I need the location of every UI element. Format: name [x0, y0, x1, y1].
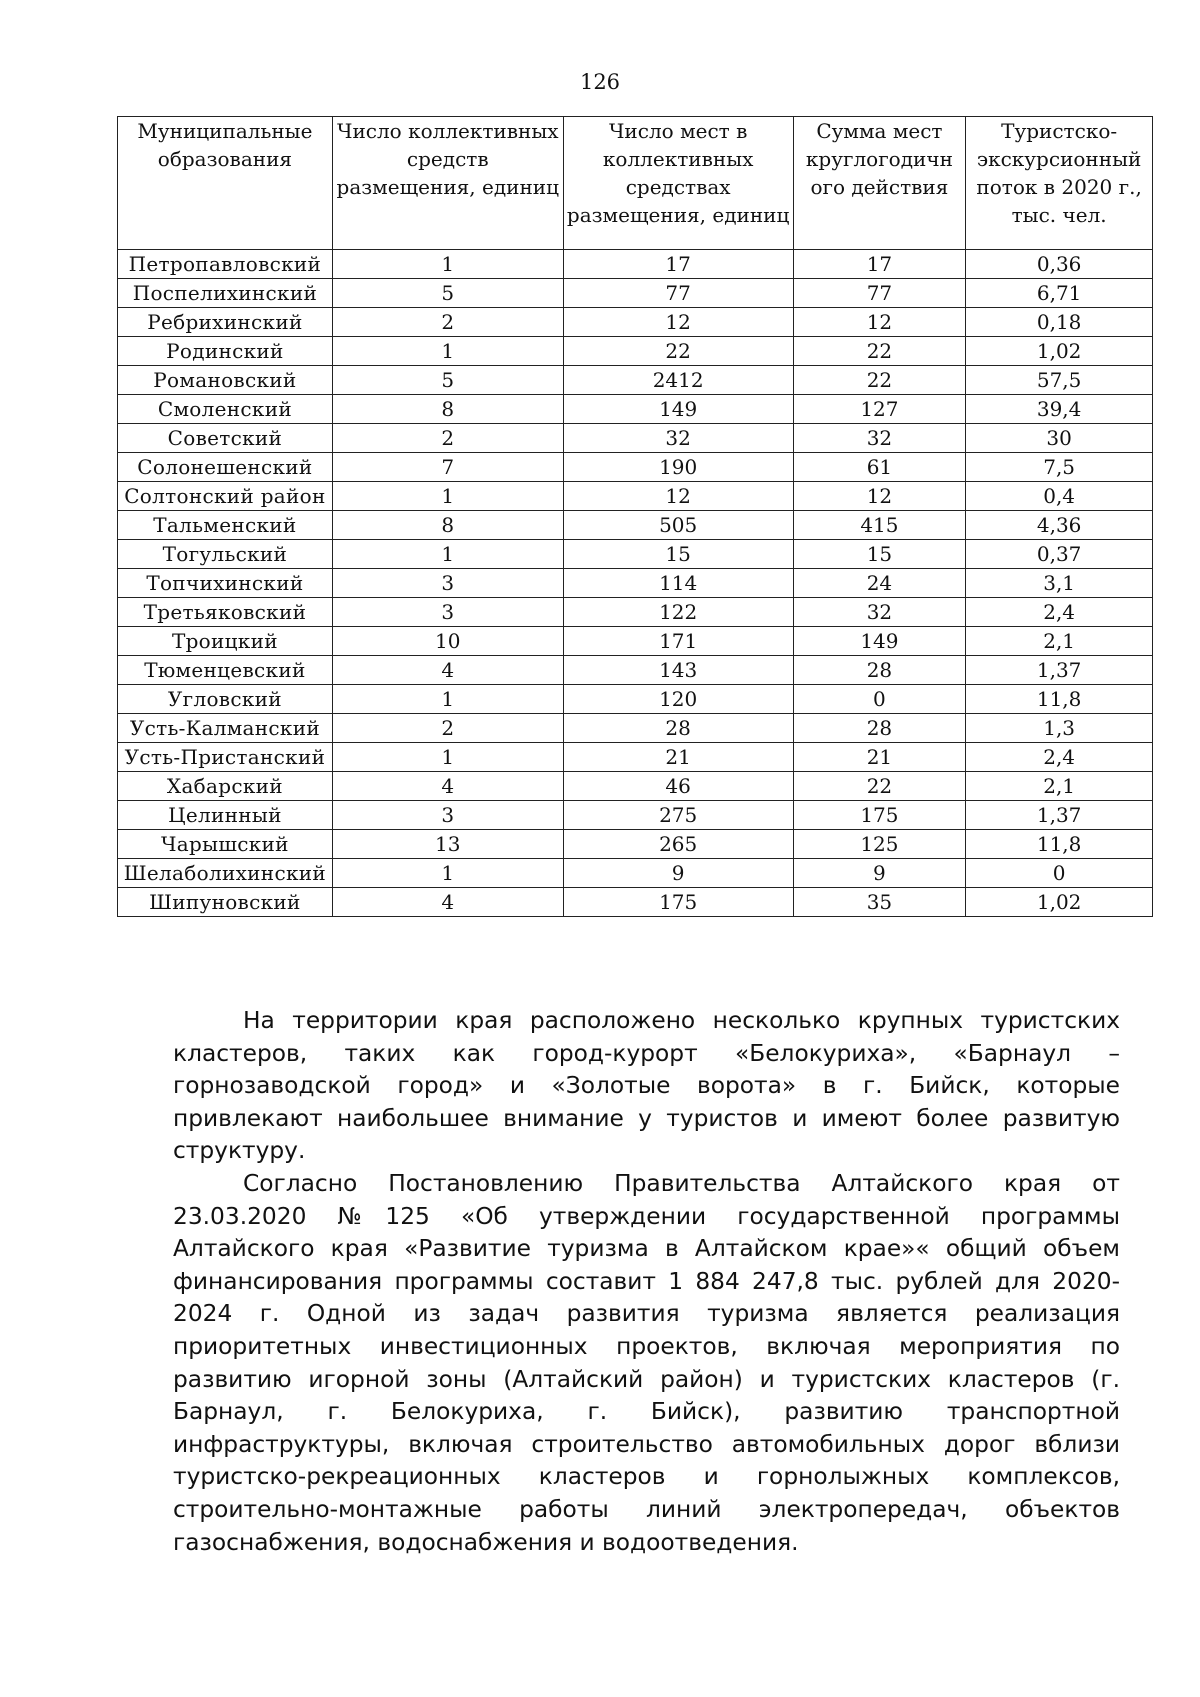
- cell-facilities: 2: [332, 424, 563, 453]
- cell-municipality: Солонешенский: [118, 453, 333, 482]
- cell-municipality: Родинский: [118, 337, 333, 366]
- header-municipality: Муниципальные образования: [118, 117, 333, 250]
- cell-facilities: 1: [332, 859, 563, 888]
- table-row: [118, 685, 1153, 714]
- cell-facilities: 1: [332, 685, 563, 714]
- cell-municipality: Солтонский район: [118, 482, 333, 511]
- table-row: [118, 598, 1153, 627]
- cell-places: 2412: [563, 366, 793, 395]
- header-year-round-places: Сумма мест круглогодичн ого действия: [793, 117, 966, 250]
- cell-year-round: 415: [793, 511, 966, 540]
- cell-year-round: 175: [793, 801, 966, 830]
- tourism-table: [117, 116, 1153, 917]
- cell-year-round: 35: [793, 888, 966, 917]
- cell-tourist-flow: 11,8: [966, 685, 1153, 714]
- body-text: [173, 1005, 1120, 1559]
- cell-municipality: Петропавловский: [118, 250, 333, 279]
- cell-places: 28: [563, 714, 793, 743]
- paragraph-program: Согласно Постановлению Правительства Алтайского края от 23.03.2020 №125 «Об утверждении государственной программы Алтайского края «Развитие туризма в Алтайском крае»« общий объем финансирования программы составит 1 884 247,8 тыс. рублей для 2020-2024 г. Одной из задач развития туризма является реализация приоритетных инвестиционных проектов, включая мероприятия по развитию игорной зоны (Алтайский район) и туристских кластеров (г. Барнаул, г. Белокуриха, г. Бийск), развитию транспортной инфраструктуры, включая строительство автомобильных дорог вблизи туристско-рекреационных кластеров и горнолыжных комплексов, строительно-монтажные работы линий электропередач, объектов газоснабжения, водоснабжения и водоотведения.: [173, 1169, 1120, 1556]
- page-number: 126: [579, 70, 621, 94]
- cell-places: 143: [563, 656, 793, 685]
- cell-facilities: 2: [332, 714, 563, 743]
- cell-tourist-flow: 0,4: [966, 482, 1153, 511]
- table-row: [118, 453, 1153, 482]
- cell-facilities: 4: [332, 888, 563, 917]
- table-row: [118, 250, 1153, 279]
- table-row: [118, 540, 1153, 569]
- cell-facilities: 1: [332, 337, 563, 366]
- cell-tourist-flow: 2,4: [966, 598, 1153, 627]
- cell-places: 122: [563, 598, 793, 627]
- cell-year-round: 21: [793, 743, 966, 772]
- cell-municipality: Третьяковский: [118, 598, 333, 627]
- table-row: [118, 569, 1153, 598]
- table-row: [118, 511, 1153, 540]
- table-row: [118, 337, 1153, 366]
- cell-places: 275: [563, 801, 793, 830]
- table-row: [118, 772, 1153, 801]
- cell-places: 15: [563, 540, 793, 569]
- cell-facilities: 4: [332, 656, 563, 685]
- cell-municipality: Хабарский: [118, 772, 333, 801]
- cell-places: 171: [563, 627, 793, 656]
- cell-tourist-flow: 1,37: [966, 801, 1153, 830]
- cell-facilities: 2: [332, 308, 563, 337]
- cell-municipality: Троицкий: [118, 627, 333, 656]
- cell-year-round: 28: [793, 656, 966, 685]
- cell-tourist-flow: 30: [966, 424, 1153, 453]
- cell-facilities: 3: [332, 801, 563, 830]
- cell-municipality: Чарышский: [118, 830, 333, 859]
- header-facilities-count: Число коллективных средств размещения, единиц: [332, 117, 563, 250]
- cell-tourist-flow: 57,5: [966, 366, 1153, 395]
- cell-places: 505: [563, 511, 793, 540]
- cell-year-round: 32: [793, 598, 966, 627]
- cell-facilities: 13: [332, 830, 563, 859]
- table-row: [118, 308, 1153, 337]
- cell-facilities: 4: [332, 772, 563, 801]
- table-row: [118, 743, 1153, 772]
- cell-year-round: 28: [793, 714, 966, 743]
- cell-tourist-flow: 0,18: [966, 308, 1153, 337]
- cell-year-round: 12: [793, 482, 966, 511]
- cell-year-round: 9: [793, 859, 966, 888]
- cell-year-round: 0: [793, 685, 966, 714]
- cell-municipality: Ребрихинский: [118, 308, 333, 337]
- cell-tourist-flow: 0,36: [966, 250, 1153, 279]
- cell-municipality: Тальменский: [118, 511, 333, 540]
- cell-year-round: 149: [793, 627, 966, 656]
- cell-places: 149: [563, 395, 793, 424]
- cell-year-round: 127: [793, 395, 966, 424]
- cell-year-round: 125: [793, 830, 966, 859]
- table-row: [118, 395, 1153, 424]
- cell-municipality: Угловский: [118, 685, 333, 714]
- cell-year-round: 61: [793, 453, 966, 482]
- cell-tourist-flow: 2,1: [966, 772, 1153, 801]
- cell-facilities: 8: [332, 511, 563, 540]
- cell-facilities: 1: [332, 482, 563, 511]
- cell-tourist-flow: 3,1: [966, 569, 1153, 598]
- cell-year-round: 17: [793, 250, 966, 279]
- cell-year-round: 15: [793, 540, 966, 569]
- cell-municipality: Смоленский: [118, 395, 333, 424]
- cell-tourist-flow: 2,4: [966, 743, 1153, 772]
- cell-year-round: 22: [793, 337, 966, 366]
- header-places-count: Число мест в коллективных средствах размещения, единиц: [563, 117, 793, 250]
- cell-year-round: 22: [793, 772, 966, 801]
- cell-places: 22: [563, 337, 793, 366]
- cell-tourist-flow: 0: [966, 859, 1153, 888]
- table-row: [118, 859, 1153, 888]
- cell-tourist-flow: 2,1: [966, 627, 1153, 656]
- cell-tourist-flow: 1,02: [966, 337, 1153, 366]
- table-row: [118, 656, 1153, 685]
- cell-places: 32: [563, 424, 793, 453]
- cell-facilities: 1: [332, 250, 563, 279]
- cell-municipality: Шелаболихинский: [118, 859, 333, 888]
- cell-facilities: 3: [332, 598, 563, 627]
- cell-tourist-flow: 4,36: [966, 511, 1153, 540]
- cell-municipality: Романовский: [118, 366, 333, 395]
- cell-municipality: Поспелихинский: [118, 279, 333, 308]
- cell-facilities: 8: [332, 395, 563, 424]
- cell-facilities: 7: [332, 453, 563, 482]
- cell-year-round: 77: [793, 279, 966, 308]
- table-header-row: [118, 117, 1153, 250]
- cell-tourist-flow: 7,5: [966, 453, 1153, 482]
- cell-facilities: 1: [332, 743, 563, 772]
- table-body: [118, 250, 1153, 917]
- cell-tourist-flow: 39,4: [966, 395, 1153, 424]
- cell-municipality: Целинный: [118, 801, 333, 830]
- table-row: [118, 830, 1153, 859]
- cell-municipality: Шипуновский: [118, 888, 333, 917]
- table-row: [118, 482, 1153, 511]
- cell-places: 120: [563, 685, 793, 714]
- cell-tourist-flow: 1,3: [966, 714, 1153, 743]
- cell-facilities: 5: [332, 366, 563, 395]
- cell-tourist-flow: 11,8: [966, 830, 1153, 859]
- cell-places: 12: [563, 482, 793, 511]
- cell-places: 265: [563, 830, 793, 859]
- cell-places: 190: [563, 453, 793, 482]
- cell-tourist-flow: 1,37: [966, 656, 1153, 685]
- cell-places: 46: [563, 772, 793, 801]
- cell-municipality: Тюменцевский: [118, 656, 333, 685]
- cell-year-round: 12: [793, 308, 966, 337]
- cell-municipality: Усть-Пристанский: [118, 743, 333, 772]
- table-row: [118, 279, 1153, 308]
- cell-places: 175: [563, 888, 793, 917]
- cell-year-round: 24: [793, 569, 966, 598]
- cell-facilities: 1: [332, 540, 563, 569]
- table-row: [118, 424, 1153, 453]
- cell-municipality: Усть-Калманский: [118, 714, 333, 743]
- table-row: [118, 714, 1153, 743]
- cell-municipality: Топчихинский: [118, 569, 333, 598]
- table-row: [118, 366, 1153, 395]
- table-row: [118, 801, 1153, 830]
- cell-places: 114: [563, 569, 793, 598]
- cell-places: 12: [563, 308, 793, 337]
- cell-year-round: 32: [793, 424, 966, 453]
- table-row: [118, 888, 1153, 917]
- cell-facilities: 10: [332, 627, 563, 656]
- cell-places: 77: [563, 279, 793, 308]
- paragraph-clusters: На территории края расположено несколько крупных туристских кластеров, таких как город-курорт «Белокуриха», «Барнаул – горнозаводской город» и «Золотые ворота» в г. Бийск, которые привлекают наибольшее внимание у туристов и имеют более развитую структуру.: [173, 1007, 1120, 1165]
- cell-places: 21: [563, 743, 793, 772]
- cell-municipality: Тогульский: [118, 540, 333, 569]
- table-row: [118, 627, 1153, 656]
- cell-facilities: 5: [332, 279, 563, 308]
- cell-facilities: 3: [332, 569, 563, 598]
- cell-tourist-flow: 6,71: [966, 279, 1153, 308]
- cell-tourist-flow: 1,02: [966, 888, 1153, 917]
- cell-places: 17: [563, 250, 793, 279]
- cell-tourist-flow: 0,37: [966, 540, 1153, 569]
- cell-places: 9: [563, 859, 793, 888]
- cell-municipality: Советский: [118, 424, 333, 453]
- header-tourist-flow: Туристско-экскурсионный поток в 2020 г., тыс. чел.: [966, 117, 1153, 250]
- cell-year-round: 22: [793, 366, 966, 395]
